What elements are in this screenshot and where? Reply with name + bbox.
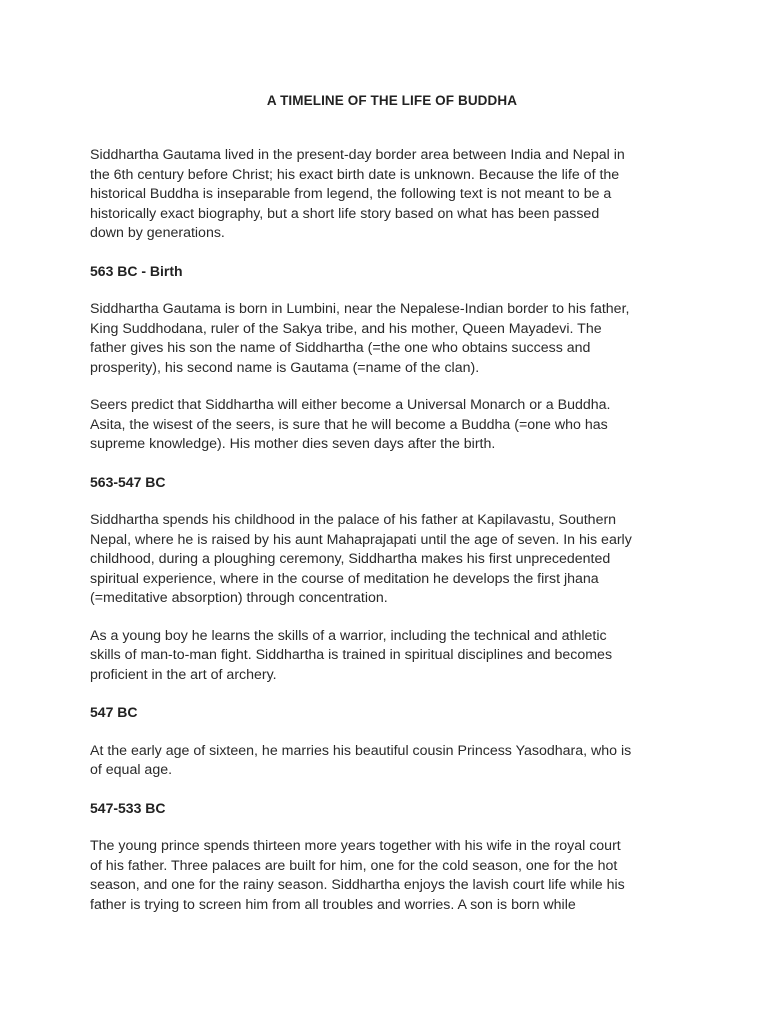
text-line: season, and one for the rainy season. Siddhartha enjoys the lavish court life while his [90,877,625,893]
document-title: A TIMELINE OF THE LIFE OF BUDDHA [266,93,518,108]
text-line: prosperity), his second name is Gautama (=name of the clan). [90,359,480,376]
section-heading: 547 BC [90,704,138,720]
text-line: of equal age. [90,762,173,778]
text-line: proficient in the art of archery. [90,666,277,683]
text-line: father gives his son the name of Siddhartha (=the one who obtains success and [90,340,591,356]
text-line: supreme knowledge). His mother dies seven days after the birth. [90,436,496,452]
text-line: historical Buddha is inseparable from legend, the following text is not meant to be a [90,186,612,202]
intro-paragraph [90,146,690,244]
text-line: At the early age of sixteen, he marries his beautiful cousin Princess Yasodhara, who is [90,742,632,759]
text-line: As a young boy he learns the skills of a warrior, including the technical and athletic [90,627,607,644]
text-line: down by generations. [90,225,225,241]
section-paragraph [90,627,690,686]
section-paragraph [90,742,690,781]
text-line: spiritual experience, where in the course of meditation he develops the first jhana [90,570,599,587]
text-line: Seers predict that Siddhartha will either become a Universal Monarch or a Buddha. [90,397,611,413]
text-line: childhood, during a ploughing ceremony, Siddhartha makes his first unprecedented [90,551,611,567]
text-line: King Suddhodana, ruler of the Sakya tribe, and his mother, Queen Mayadevi. The [90,320,602,337]
section-heading: 563 BC - Birth [90,262,183,279]
document-content [90,93,690,933]
text-line: Siddhartha Gautama is born in Lumbini, near the Nepalese-Indian border to his father, [90,301,630,317]
text-line: Siddhartha spends his childhood in the palace of his father at Kapilavastu, Southern [90,512,617,528]
section-paragraph [90,300,690,378]
section-paragraph [90,837,690,915]
text-line: the 6th century before Christ; his exact birth date is unknown. Because the life of the [90,166,620,183]
section-heading: 547-533 BC [90,799,166,816]
text-line: historically exact biography, but a short life story based on what has been passed [90,205,600,222]
text-line: Siddhartha Gautama lived in the present-day border area between India and Nepal in [90,147,625,163]
section-heading: 563-547 BC [90,473,166,490]
text-line: of his father. Three palaces are built for him, one for the cold season, one for the hot [90,857,618,874]
section-paragraph [90,511,690,609]
text-line: Asita, the wisest of the seers, is sure that he will become a Buddha (=one who has [90,416,608,433]
text-line: The young prince spends thirteen more years together with his wife in the royal court [90,838,621,854]
section-paragraph [90,396,690,455]
text-line: Nepal, where he is raised by his aunt Mahaprajapati until the age of seven. In his early [90,531,632,548]
text-line: father is trying to screen him from all troubles and worries. A son is born while [90,896,576,913]
text-line: skills of man-to-man fight. Siddhartha is trained in spiritual disciplines and becomes [90,647,613,663]
text-line: (=meditative absorption) through concentration. [90,590,388,606]
